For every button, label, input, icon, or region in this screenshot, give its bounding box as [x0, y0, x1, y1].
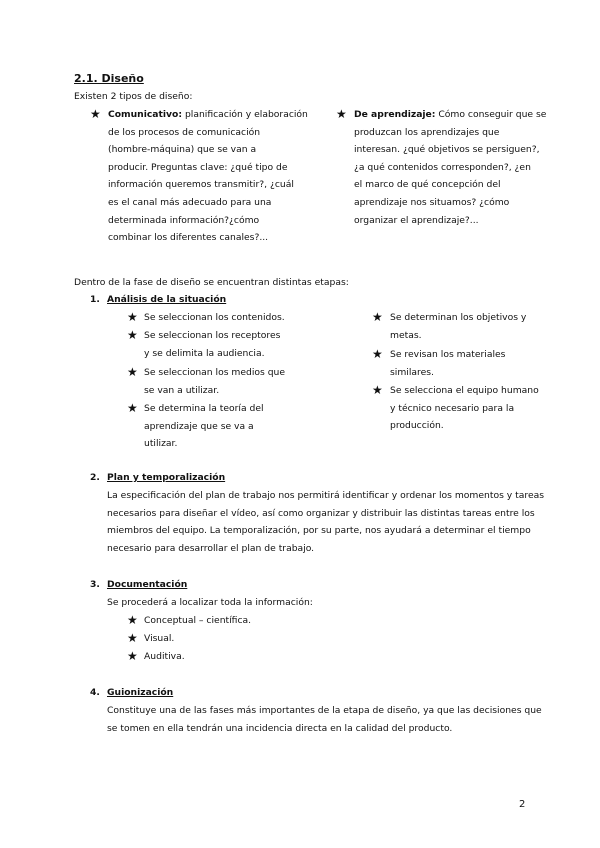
list-item-text: Se seleccionan los contenidos.: [144, 312, 285, 323]
type-communicative-line: información queremos transmitir?, ¿cuál: [108, 179, 294, 191]
step3-heading: Documentación: [107, 579, 188, 590]
paragraph-line: necesario para desarrollar el plan de trabajo.: [107, 542, 315, 554]
list-item: [144, 309, 285, 327]
paragraph-line: miembros del equipo. La temporalización, por su parte, nos ayudará a determinar el tiempo: [107, 525, 531, 537]
step4-paragraph: [107, 702, 542, 737]
type-communicative-line: (hombre-máquina) que se van a: [108, 144, 257, 156]
star-icon: ★: [127, 613, 138, 627]
section-title: 2.1. Diseño: [74, 72, 144, 85]
list-item: [144, 364, 285, 399]
step4-number: 4.: [90, 687, 100, 698]
list-item-text: Se selecciona el equipo humano: [390, 385, 539, 396]
section-intro: Existen 2 tipos de diseño:: [74, 91, 193, 102]
type-learning-label: De aprendizaje:: [354, 109, 436, 120]
step3-intro: Se procederá a localizar toda la información:: [107, 597, 313, 608]
type-learning-line: el marco de qué concepción del: [354, 179, 501, 191]
type-communicative-line: determinada información?¿cómo: [108, 214, 260, 226]
step2-number: 2.: [90, 472, 100, 483]
star-icon: ★: [372, 383, 383, 397]
list-item: Conceptual – científica.: [144, 615, 252, 626]
star-icon: ★: [336, 107, 347, 121]
step2-paragraph: [107, 487, 544, 557]
star-icon: ★: [127, 310, 138, 324]
type-learning-line: organizar el aprendizaje?...: [354, 214, 479, 226]
list-item-text: y se delimita la audiencia.: [144, 347, 265, 359]
list-item: Visual.: [144, 633, 175, 644]
list-item-text: Se determina la teoría del: [144, 403, 264, 414]
paragraph-line: La especificación del plan de trabajo nos permitirá identificar y ordenar los momentos y tareas: [107, 490, 545, 501]
phase-intro: Dentro de la fase de diseño se encuentran distintas etapas:: [74, 277, 349, 288]
list-item-text: utilizar.: [144, 438, 178, 450]
list-item-text: similares.: [390, 366, 434, 378]
star-icon: ★: [127, 649, 138, 663]
type-learning-line: Cómo conseguir que se: [435, 109, 547, 120]
list-item-text: producción.: [390, 420, 444, 432]
star-icon: ★: [127, 365, 138, 379]
list-item: [390, 346, 505, 381]
list-item: [390, 309, 526, 344]
list-item-text: Se seleccionan los medios que: [144, 367, 286, 378]
type-communicative-line: es el canal más adecuado para una: [108, 196, 272, 208]
list-item-text: metas.: [390, 329, 422, 341]
step2-heading: Plan y temporalización: [107, 472, 226, 483]
type-learning: [354, 106, 546, 229]
type-learning-line: produzcan los aprendizajes que: [354, 126, 500, 138]
star-icon: ★: [127, 401, 138, 415]
list-item-text: y técnico necesario para la: [390, 402, 515, 414]
type-communicative-line: producir. Preguntas clave: ¿qué tipo de: [108, 161, 288, 173]
star-icon: ★: [127, 328, 138, 342]
list-item-text: Se revisan los materiales: [390, 349, 506, 360]
type-learning-line: interesan. ¿qué objetivos se persiguen?,: [354, 144, 540, 156]
type-communicative: [108, 106, 308, 247]
step3-number: 3.: [90, 579, 100, 590]
paragraph-line: se tomen en ella tendrán una incidencia directa en la calidad del producto.: [107, 722, 453, 734]
list-item-text: Se seleccionan los receptores: [144, 330, 281, 341]
step4-heading: Guionización: [107, 687, 174, 698]
step1-heading: Análisis de la situación: [107, 294, 227, 305]
type-communicative-line: planificación y elaboración: [182, 109, 308, 120]
type-communicative-line: combinar los diferentes canales?...: [108, 232, 269, 244]
list-item: [390, 382, 539, 435]
list-item: Auditiva.: [144, 651, 185, 662]
type-learning-line: aprendizaje nos situamos? ¿cómo: [354, 196, 510, 208]
type-communicative-label: Comunicativo:: [108, 109, 183, 120]
page-number: 2: [519, 799, 526, 810]
list-item: [144, 327, 280, 362]
star-icon: ★: [372, 310, 383, 324]
paragraph-line: Constituye una de las fases más importantes de la etapa de diseño, ya que las decisiones que: [107, 705, 542, 716]
star-icon: ★: [372, 347, 383, 361]
star-icon: ★: [90, 107, 101, 121]
type-communicative-line: de los procesos de comunicación: [108, 126, 261, 138]
step1-number: 1.: [90, 294, 100, 305]
type-learning-line: ¿a qué contenidos corresponden?, ¿en: [354, 161, 531, 173]
list-item-text: aprendizaje que se va a: [144, 420, 254, 432]
paragraph-line: necesarios para diseñar el vídeo, así como organizar y distribuir las distintas tareas entre los: [107, 507, 535, 519]
star-icon: ★: [127, 631, 138, 645]
list-item: [144, 400, 264, 453]
list-item-text: se van a utilizar.: [144, 384, 220, 396]
list-item-text: Se determinan los objetivos y: [390, 312, 527, 323]
